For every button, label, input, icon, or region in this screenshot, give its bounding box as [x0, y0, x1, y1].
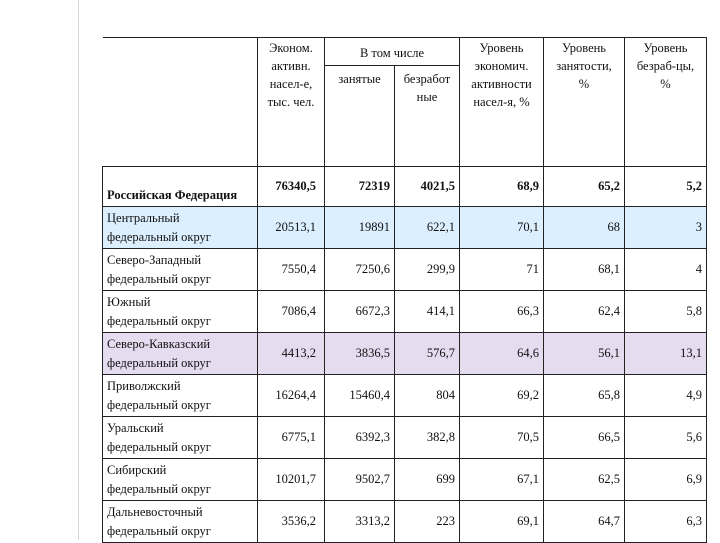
spacer-cell	[325, 142, 395, 167]
spacer-cell	[258, 142, 325, 167]
employment-level-value: 65,2	[544, 167, 625, 207]
econ-active-value: 16264,4	[258, 375, 325, 417]
region-line: федеральный округ	[107, 313, 211, 328]
employment-level-value: 68,1	[544, 249, 625, 291]
spacer-cell	[544, 142, 625, 167]
econ-active-value: 7550,4	[258, 249, 325, 291]
employed-value: 15460,4	[325, 375, 395, 417]
header-line: безработ	[403, 72, 451, 86]
region-line: федеральный округ	[107, 355, 211, 370]
unemployed-value: 622,1	[395, 207, 460, 249]
unemployed-value: 699	[395, 459, 460, 501]
header-line: Уровень	[561, 41, 607, 55]
econ-active-value: 3536,2	[258, 501, 325, 543]
region-name	[103, 501, 258, 543]
header-region-empty	[103, 38, 258, 143]
header-employment-level	[544, 38, 625, 143]
region-line: Центральный	[107, 210, 180, 225]
employed-value: 72319	[325, 167, 395, 207]
table-row	[103, 459, 707, 501]
econ-active-value: 20513,1	[258, 207, 325, 249]
table-row	[103, 249, 707, 291]
table-row	[103, 501, 707, 543]
header-line: активности	[471, 77, 532, 91]
econ-active-value: 6775,1	[258, 417, 325, 459]
region-name	[103, 333, 258, 375]
activity-level-value: 68,9	[460, 167, 544, 207]
activity-level-value: 69,1	[460, 501, 544, 543]
region-name	[103, 249, 258, 291]
region-line: Российская Федерация	[107, 188, 238, 202]
unemployment-level-value: 5,2	[625, 167, 707, 207]
region-line: федеральный округ	[107, 523, 211, 538]
region-name	[103, 207, 258, 249]
econ-active-value: 10201,7	[258, 459, 325, 501]
region-line: Уральский	[107, 420, 164, 435]
econ-active-value: 7086,4	[258, 291, 325, 333]
region-line: федеральный округ	[107, 397, 211, 412]
region-line: Дальневосточный	[107, 504, 203, 519]
header-line: занятости,	[556, 59, 612, 73]
unemployment-level-value: 4	[625, 249, 707, 291]
table-row	[103, 333, 707, 375]
header-line: %	[578, 77, 590, 91]
unemployment-level-value: 6,3	[625, 501, 707, 543]
table-row	[103, 291, 707, 333]
activity-level-value: 67,1	[460, 459, 544, 501]
header-line: насел-е,	[269, 77, 313, 91]
unemployed-value: 414,1	[395, 291, 460, 333]
employed-value: 19891	[325, 207, 395, 249]
region-line: федеральный округ	[107, 229, 211, 244]
header-econ-active	[258, 38, 325, 143]
header-employed-label: занятые	[338, 72, 381, 86]
region-line: федеральный округ	[107, 439, 211, 454]
employment-table	[102, 37, 707, 543]
header-employed	[325, 66, 395, 143]
employed-value: 9502,7	[325, 459, 395, 501]
region-line: Приволжский	[107, 378, 181, 393]
employed-value: 3313,2	[325, 501, 395, 543]
region-line: федеральный округ	[107, 271, 211, 286]
employed-value: 6672,3	[325, 291, 395, 333]
employed-value: 7250,6	[325, 249, 395, 291]
header-line: %	[660, 77, 671, 91]
unemployment-level-value: 6,9	[625, 459, 707, 501]
employed-value: 3836,5	[325, 333, 395, 375]
activity-level-value: 70,5	[460, 417, 544, 459]
header-line: Уровень	[479, 41, 524, 55]
header-activity-level	[460, 38, 544, 143]
employment-level-value: 65,8	[544, 375, 625, 417]
spacer-cell	[395, 142, 460, 167]
unemployment-level-value: 5,6	[625, 417, 707, 459]
region-name	[103, 459, 258, 501]
unemployed-value: 804	[395, 375, 460, 417]
employment-level-value: 64,7	[544, 501, 625, 543]
activity-level-value: 69,2	[460, 375, 544, 417]
employment-level-value: 66,5	[544, 417, 625, 459]
header-row	[103, 38, 707, 66]
table-row	[103, 375, 707, 417]
header-line: экономич.	[474, 59, 529, 73]
region-line: Северо-Кавказский	[107, 336, 211, 351]
unemployed-value: 4021,5	[395, 167, 460, 207]
spacer-cell	[625, 142, 707, 167]
region-line: Сибирский	[107, 462, 167, 477]
activity-level-value: 66,3	[460, 291, 544, 333]
econ-active-value: 4413,2	[258, 333, 325, 375]
activity-level-value: 64,6	[460, 333, 544, 375]
employed-value: 6392,3	[325, 417, 395, 459]
region-name	[103, 417, 258, 459]
unemployment-level-value: 4,9	[625, 375, 707, 417]
region-name	[103, 167, 258, 207]
header-line: Уровень	[643, 41, 688, 55]
header-group-title	[325, 38, 460, 66]
unemployment-level-value: 13,1	[625, 333, 707, 375]
header-spacer	[103, 142, 707, 167]
header-line: насел-я, %	[473, 95, 530, 109]
header-unemployment-level	[625, 38, 707, 143]
table-row	[103, 207, 707, 249]
employment-level-value: 68	[544, 207, 625, 249]
slide-left-rule	[78, 0, 79, 540]
region-line: Южный	[107, 294, 151, 309]
region-line: Северо-Западный	[107, 252, 202, 267]
region-line: федеральный округ	[107, 481, 211, 496]
activity-level-value: 70,1	[460, 207, 544, 249]
header-line: тыс. чел.	[267, 95, 315, 109]
region-name	[103, 375, 258, 417]
spacer-cell	[460, 142, 544, 167]
header-line: ные	[416, 90, 438, 104]
spacer-cell	[103, 142, 258, 167]
table-row	[103, 167, 707, 207]
employment-level-value: 62,5	[544, 459, 625, 501]
activity-level-value: 71	[460, 249, 544, 291]
header-line: активн.	[271, 59, 311, 73]
header-line: Эконом.	[269, 41, 313, 55]
header-line: безраб-цы,	[636, 59, 695, 73]
header-unemployed	[395, 66, 460, 143]
unemployed-value: 382,8	[395, 417, 460, 459]
region-name	[103, 291, 258, 333]
econ-active-value: 76340,5	[258, 167, 325, 207]
unemployment-level-value: 3	[625, 207, 707, 249]
table-row	[103, 417, 707, 459]
unemployed-value: 299,9	[395, 249, 460, 291]
unemployment-level-value: 5,8	[625, 291, 707, 333]
header-group-label: В том числе	[359, 46, 425, 60]
employment-level-value: 62,4	[544, 291, 625, 333]
employment-level-value: 56,1	[544, 333, 625, 375]
unemployed-value: 576,7	[395, 333, 460, 375]
unemployed-value: 223	[395, 501, 460, 543]
